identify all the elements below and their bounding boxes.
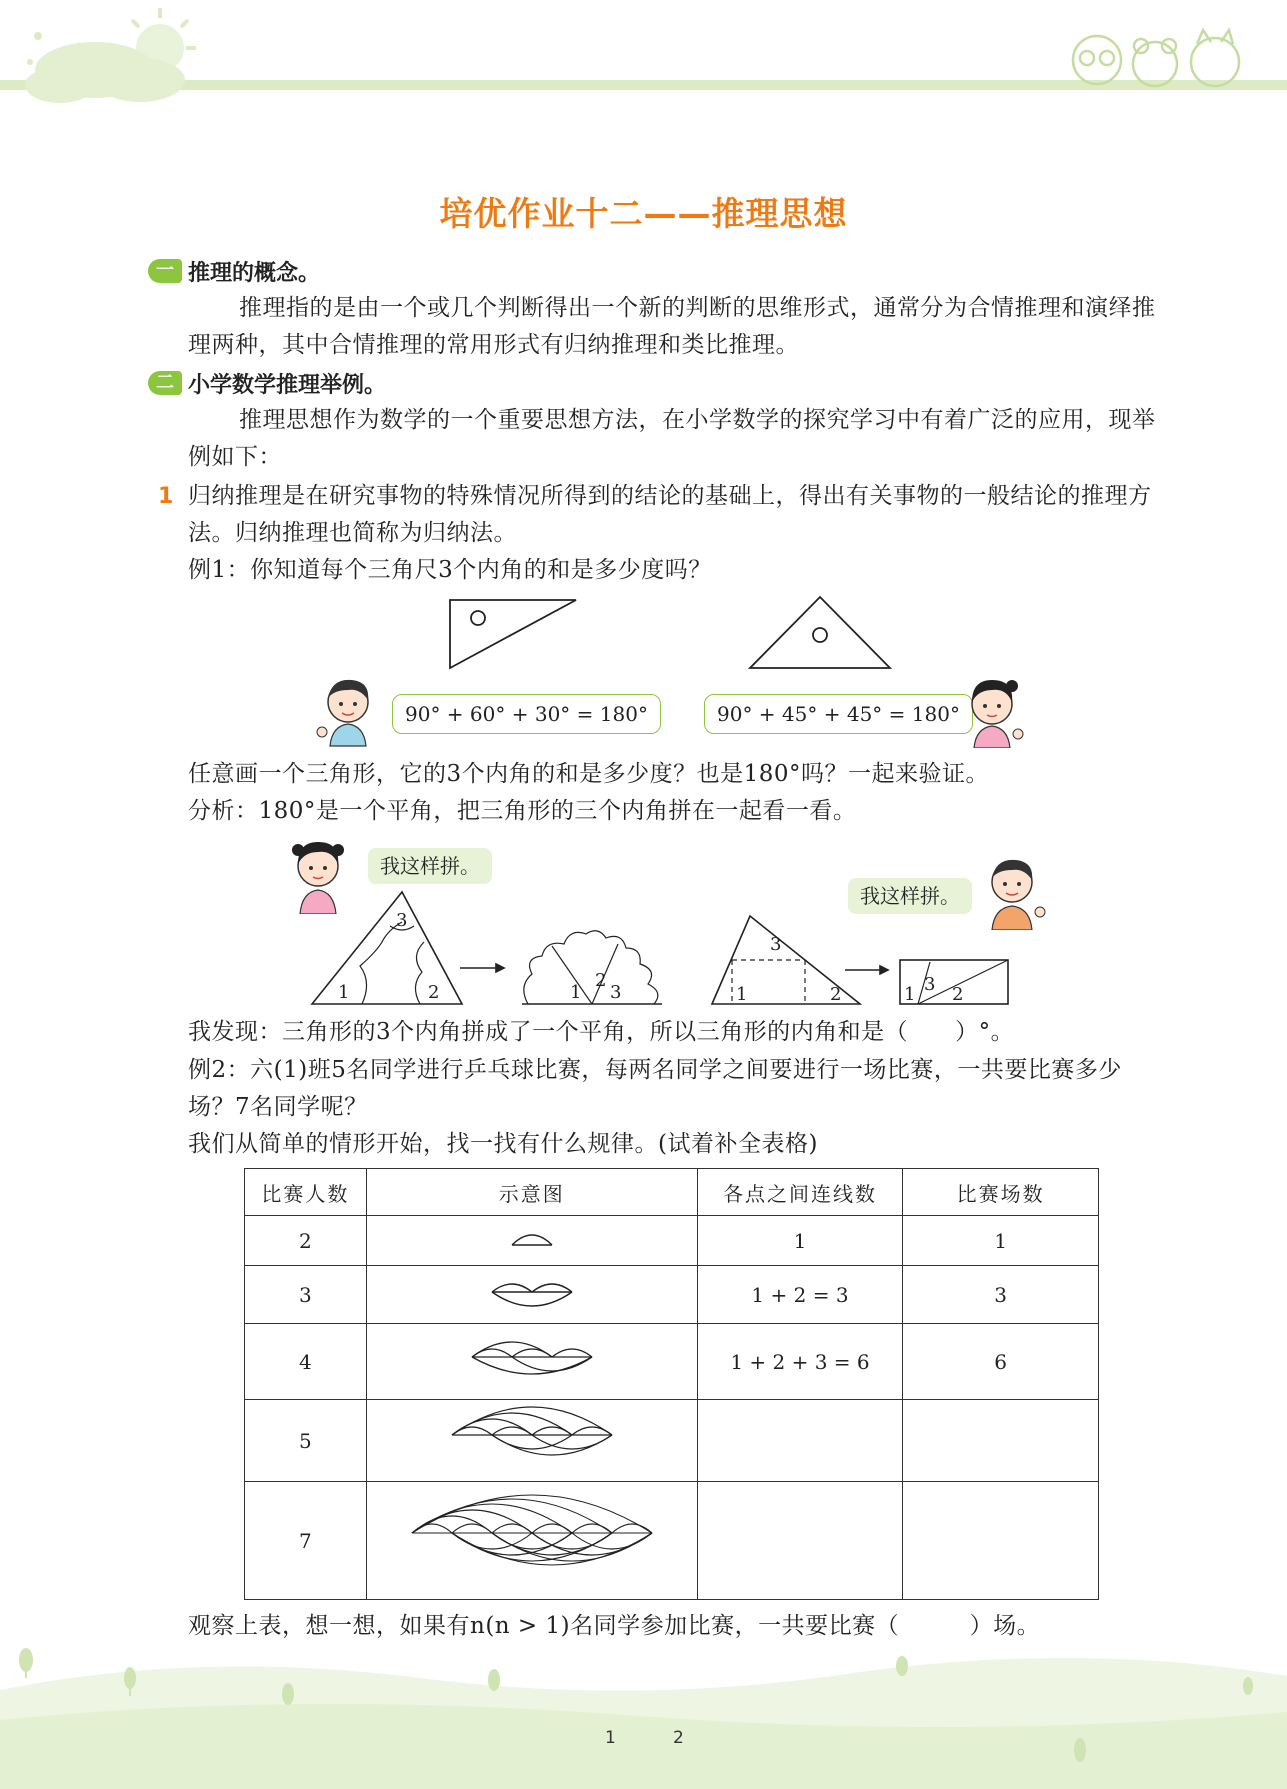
cell-lines: 1: [697, 1216, 903, 1266]
set-squares-figure: [440, 592, 910, 672]
cell-people: 7: [245, 1482, 367, 1600]
match-table: [244, 1168, 1099, 1600]
cell-games: [903, 1482, 1099, 1600]
table-header-row: [245, 1169, 1099, 1216]
diagram-2: [502, 1225, 562, 1251]
example2-intro: 我们从简单的情形开始，找一找有什么规律。(试着补全表格): [188, 1131, 818, 1157]
section-badge: 一: [148, 259, 182, 283]
sun-cloud-decoration: [0, 0, 260, 120]
angle-label: 3: [610, 982, 622, 1003]
girl-speech-bubble: 90° + 45° + 45° = 180°: [704, 694, 973, 734]
conclusion-sentence: 观察上表，想一想，如果有n(n > 1)名同学参加比赛，一共要比赛（ ）场。: [188, 1613, 1041, 1639]
table-row: [245, 1266, 1099, 1324]
section-title: 小学数学推理举例。: [188, 372, 387, 398]
set-square-hole: [471, 611, 485, 625]
header-lines: 各点之间连线数: [697, 1169, 903, 1216]
diagram-5: [447, 1401, 617, 1475]
arrow-head: [496, 964, 504, 972]
animal-friends-decoration: [1055, 20, 1255, 90]
cell-games: 1: [903, 1216, 1099, 1266]
cell-diagram: [366, 1400, 697, 1482]
angle-label: 2: [830, 984, 842, 1005]
cell-people: 4: [245, 1324, 367, 1400]
boy-say-bubble: 我这样拼。: [848, 878, 972, 914]
table-row: [245, 1482, 1099, 1600]
diagram-4: [467, 1331, 597, 1387]
girl-say-bubble: 我这样拼。: [368, 848, 492, 884]
header-people: 比赛人数: [245, 1169, 367, 1216]
page-title: 培优作业十二——推理思想: [439, 194, 848, 233]
angle-label: 1: [570, 982, 582, 1003]
angle-label: 2: [595, 970, 607, 991]
angle-label: 2: [952, 984, 964, 1005]
angle-label: 3: [924, 974, 936, 995]
cell-diagram: [366, 1216, 697, 1266]
example1-analysis: 分析：180°是一个平角，把三角形的三个内角拼在一起看一看。: [188, 798, 857, 824]
cell-diagram: [366, 1482, 697, 1600]
angle-label: 1: [736, 984, 748, 1005]
example1-question2: 任意画一个三角形，它的3个内角的和是多少度？也是180°吗？一起来验证。: [188, 761, 990, 787]
cell-lines: 1 + 2 = 3: [697, 1266, 903, 1324]
cell-diagram: [366, 1324, 697, 1400]
page-number-left: 1: [605, 1728, 616, 1748]
cell-lines: [697, 1482, 903, 1600]
angle-label: 3: [770, 934, 782, 955]
arrow-head: [880, 966, 888, 974]
section-badge: 二: [148, 371, 182, 395]
boy-speech-bubble: 90° + 60° + 30° = 180°: [392, 694, 661, 734]
example2-question: 例2：六(1)班5名同学进行乒乓球比赛，每两名同学之间要进行一场比赛，一共要比赛多少场？7名同学呢？: [188, 1057, 1122, 1120]
angle-proof-figure: [300, 886, 1070, 1010]
set-square-hole: [813, 628, 827, 642]
cell-diagram: [366, 1266, 697, 1324]
concept-paragraph: 推理指的是由一个或几个判断得出一个新的判断的思维形式，通常分为合情推理和演绎推理两种，其中合情推理的常用形式有归纳推理和类比推理。: [188, 295, 1156, 358]
cell-people: 3: [245, 1266, 367, 1324]
set-square-45-45: [750, 597, 890, 668]
item-marker: 1: [158, 484, 174, 509]
table-row: [245, 1216, 1099, 1266]
diagram-3: [487, 1272, 577, 1312]
table-row: [245, 1400, 1099, 1482]
page-number-right: 2: [673, 1728, 684, 1748]
hills-decoration: [0, 1620, 1287, 1789]
cell-people: 2: [245, 1216, 367, 1266]
cell-games: 6: [903, 1324, 1099, 1400]
angle-label: 2: [428, 982, 440, 1003]
examples-paragraph: 推理思想作为数学的一个重要思想方法，在小学数学的探究学习中有着广泛的应用，现举例如下：: [188, 407, 1156, 470]
induction-paragraph: 归纳推理是在研究事物的特殊情况所得到的结论的基础上，得出有关事物的一般结论的推理方法。归纳推理也简称为归纳法。: [188, 483, 1152, 546]
table-row: [245, 1324, 1099, 1400]
angle-label: 1: [338, 982, 350, 1003]
cell-games: [903, 1400, 1099, 1482]
header-games: 比赛场数: [903, 1169, 1099, 1216]
triangle-torn: [312, 892, 462, 1004]
set-square-30-60: [450, 600, 576, 668]
section-title: 推理的概念。: [188, 260, 321, 286]
cell-lines: 1 + 2 + 3 = 6: [697, 1324, 903, 1400]
header-diagram: 示意图: [366, 1169, 697, 1216]
section-heading-concept: [148, 256, 320, 286]
cell-games: 3: [903, 1266, 1099, 1324]
diagram-7: [407, 1485, 657, 1591]
discovery-sentence: 我发现：三角形的3个内角拼成了一个平角，所以三角形的内角和是（ ）°。: [188, 1019, 1015, 1045]
cell-people: 5: [245, 1400, 367, 1482]
boy-avatar: [312, 676, 380, 748]
angle-label: 1: [904, 984, 916, 1005]
cell-lines: [697, 1400, 903, 1482]
example1-question: 例1：你知道每个三角尺3个内角的和是多少度吗？: [188, 557, 712, 583]
angle-label: 3: [396, 910, 408, 931]
girl-avatar: [960, 676, 1028, 748]
section-heading-examples: [148, 368, 386, 398]
